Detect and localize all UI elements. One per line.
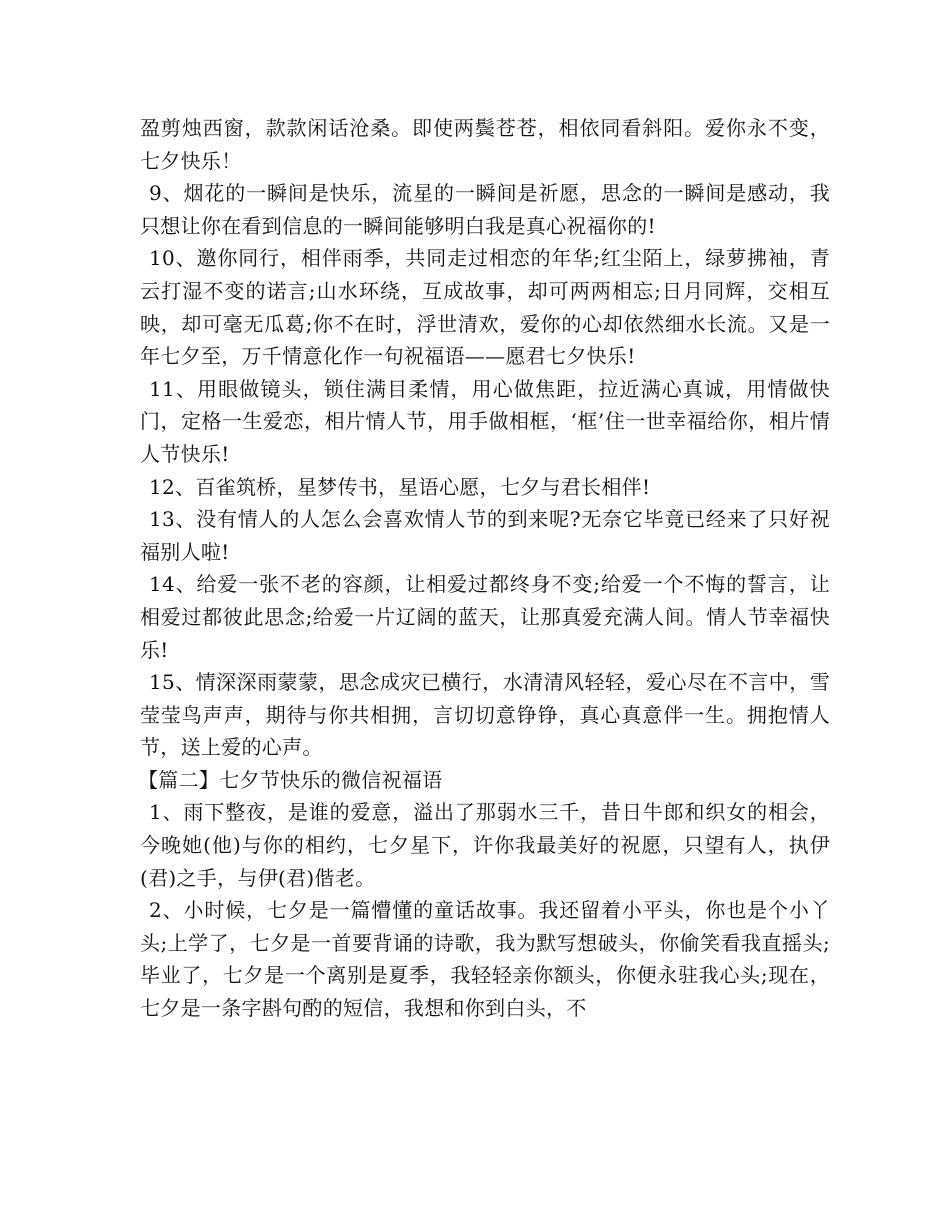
paragraph-section2-item-2: 2、小时候，七夕是一篇懵懂的童话故事。我还留着小平头，你也是个小丫头;上学了，七夕是一首要背诵的诗歌，我为默写想破头，你偷笑看我直摇头;毕业了，七夕是一个离别是夏季，我轻轻亲你额头，你便永驻我心头;现在，七夕是一条字斟句酌的短信，我想和你到白头，不 bbox=[140, 898, 830, 1021]
paragraph-item-9: 9、烟花的一瞬间是快乐，流星的一瞬间是祈愿，思念的一瞬间是感动，我只想让你在看到信息的一瞬间能够明白我是真心祝福你的! bbox=[140, 181, 830, 238]
paragraph-continuation: 盈剪烛西窗，款款闲话沧桑。即使两鬓苍苍，相依同看斜阳。爱你永不变，七夕快乐！ bbox=[140, 116, 830, 173]
paragraph-item-15: 15、情深深雨蒙蒙，思念成灾已横行，水清清风轻轻，爱心尽在不言中，雪莹莹鸟声声，期待与你共相拥，言切切意铮铮，真心真意伴一生。拥抱情人节，送上爱的心声。 bbox=[140, 670, 830, 760]
paragraph-item-13: 13、没有情人的人怎么会喜欢情人节的到来呢?无奈它毕竟已经来了只好祝福别人啦! bbox=[140, 507, 830, 564]
document-body bbox=[140, 112, 830, 1025]
paragraph-item-12: 12、百雀筑桥，星梦传书，星语心愿，七夕与君长相伴! bbox=[149, 474, 651, 499]
paragraph-section2-item-1: 1、雨下整夜，是谁的爱意，溢出了那弱水三千，昔日牛郎和织女的相会，今晚她(他)与你的相约，七夕星下，许你我最美好的祝愿，只望有人，执伊(君)之手，与伊(君)偕老。 bbox=[140, 800, 830, 890]
paragraph-item-11: 11、用眼做镜头，锁住满目柔情，用心做焦距，拉近满心真诚，用情做快门，定格一生爱恋，相片情人节，用手做相框，‘框’住一世幸福给你，相片情人节快乐! bbox=[140, 376, 830, 466]
section-heading: 【篇二】七夕节快乐的微信祝福语 bbox=[138, 767, 443, 792]
paragraph-item-14: 14、给爱一张不老的容颜，让相爱过都终身不变;给爱一个不悔的誓言，让相爱过都彼此思念;给爱一片辽阔的蓝天，让那真爱充满人间。情人节幸福快乐! bbox=[140, 572, 830, 662]
paragraph-item-10: 10、邀你同行，相伴雨季，共同走过相恋的年华;红尘陌上，绿萝拂袖，青云打湿不变的诺言;山水环绕，互成故事，却可两两相忘;日月同辉，交相互映，却可毫无瓜葛;你不在时，浮世清欢，爱你的心却依然细水长流。又是一年七夕至，万千情意化作一句祝福语——愿君七夕快乐! bbox=[140, 246, 830, 369]
